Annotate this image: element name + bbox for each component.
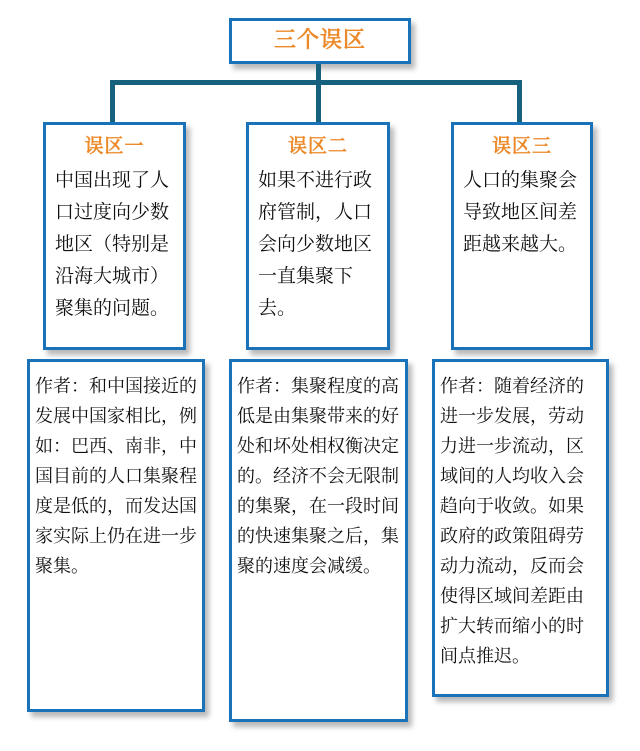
myth-text: 中国出现了人口过度向少数地区（特别是沿海大城市）聚集的问题。 (55, 169, 170, 319)
myth-title: 误区一 (84, 135, 145, 157)
author-note-box-2 (229, 359, 408, 722)
myth-title: 误区二 (287, 135, 348, 157)
diagram-title: 三个误区 (273, 28, 366, 53)
myth-text: 人口的集聚会导致地区间差距越来越大。 (463, 169, 578, 255)
myth-box-2 (246, 122, 390, 350)
myth-box-1 (43, 122, 186, 350)
connector-right (517, 80, 522, 122)
author-note-box-3 (432, 359, 609, 697)
author-note-text: 作者：集聚程度的高低是由集聚带来的好处和坏处相权衡决定的。经济不会无限制的集聚，在一段时间的快速集聚之后，集聚的速度会减缓。 (237, 376, 399, 577)
myth-title: 误区三 (491, 135, 552, 157)
title-box (229, 18, 411, 64)
author-note-text: 作者：和中国接近的发展中国家相比，例如：巴西、南非，中国目前的人口集聚程度是低的，而发达国家实际上仍在进一步聚集。 (35, 376, 197, 577)
author-note-text: 作者：随着经济的进一步发展，劳动力进一步流动，区域间的人均收入会趋向于收敛。如果政府的政策阻碍劳动力流动，反而会使得区域间差距由扩大转而缩小的时间点推迟。 (440, 376, 584, 667)
author-note-box-1 (27, 359, 205, 712)
myth-text: 如果不进行政府管制，人口会向少数地区一直集聚下去。 (258, 169, 373, 319)
connector-left (110, 80, 115, 122)
connector-middle (316, 80, 321, 122)
myth-box-3 (451, 122, 593, 350)
